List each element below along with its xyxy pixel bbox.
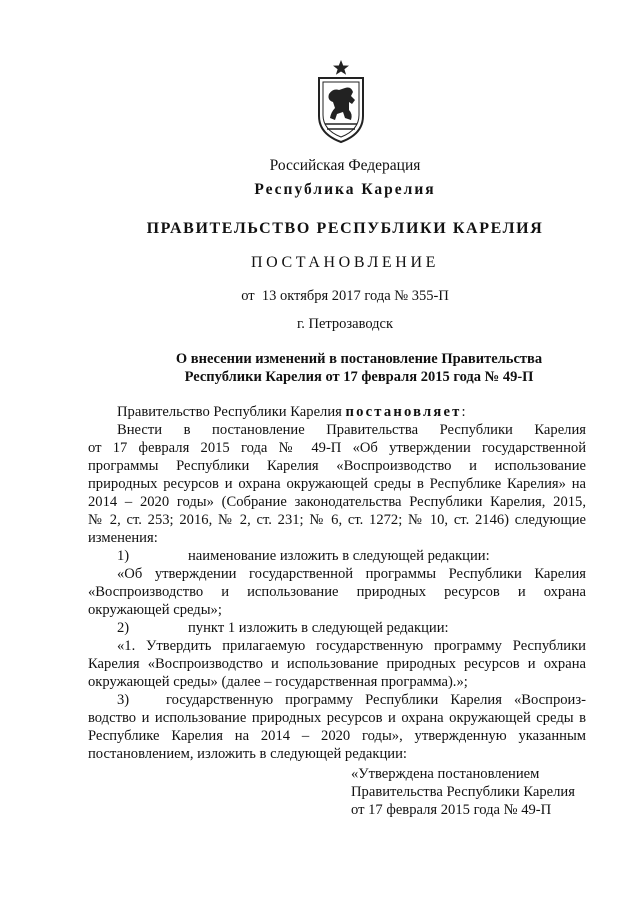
p1-line-3: программы Республики Карелия «Воспроизводство и использование (88, 458, 586, 474)
approval-line-2: Правительства Республики Карелия (351, 784, 575, 800)
subject-line-2: Республики Карелия от 17 февраля 2015 года № 49-П (184, 369, 534, 385)
intro-text: Правительство Республики Карелия (117, 404, 346, 420)
federation-line: Российская Федерация (269, 157, 421, 174)
item-1-quote-2: «Воспроизводство и использование природных ресурсов и охрана (88, 584, 586, 600)
republic-line: Республика Карелия (254, 181, 436, 198)
p1-line-5: 2014 – 2020 годы» (Собрание законодательства Республики Карелия, 2015, (88, 494, 586, 510)
item-2-text: пункт 1 изложить в следующей редакции: (188, 620, 449, 636)
subject-line-1: О внесении изменений в постановление Правительства (175, 351, 543, 367)
item-2-number: 2) (117, 620, 130, 636)
item-2-quote-1: «1. Утвердить прилагаемую государственную программу Республики (117, 638, 586, 654)
approval-line-3: от 17 февраля 2015 года № 49-П (351, 802, 552, 818)
approval-line-1: «Утверждена постановлением (351, 766, 540, 782)
intro-colon: : (461, 404, 466, 420)
city: г. Петрозаводск (296, 316, 394, 332)
decree-word: постановляет (345, 404, 462, 420)
item-3-line-2: водство и использование природных ресурсов и охрана окружающей среды в (88, 710, 586, 726)
item-3-line-3: Республике Карелия на 2014 – 2020 годы», утвержденную указанным (88, 728, 586, 744)
p1-line-6: № 2, ст. 253; 2016, № 2, ст. 231; № 6, ст. 1272; № 10, ст. 2146) следующие (88, 512, 586, 528)
item-1-quote-3: окружающей среды»; (88, 602, 222, 618)
item-1-quote-1: «Об утверждении государственной программы Республики Карелия (117, 566, 586, 582)
item-3-line-4: постановлением, изложить в следующей редакции: (88, 746, 407, 762)
item-2-quote-2: Карелия «Воспроизводство и использование природных ресурсов и охрана (88, 656, 586, 672)
intro-paragraph (117, 404, 466, 420)
star-icon (333, 60, 349, 75)
bear-icon (329, 88, 356, 121)
p1-line-2: от 17 февраля 2015 года № 49-П «Об утверждении государственной (88, 440, 586, 456)
date-number: от 13 октября 2017 года № 355-П (241, 288, 449, 304)
p1-line-1: Внести в постановление Правительства Республики Карелия (117, 422, 586, 438)
item-1-number: 1) (117, 548, 130, 564)
item-1-text: наименование изложить в следующей редакции: (188, 548, 490, 564)
p1-line-7: изменения: (88, 530, 158, 546)
coat-of-arms-emblem (315, 58, 367, 144)
item-3-number: 3) (117, 692, 130, 708)
p1-line-4: природных ресурсов и охрана окружающей среды в Республике Карелия» на (88, 476, 586, 492)
government-title: ПРАВИТЕЛЬСТВО РЕСПУБЛИКИ КАРЕЛИЯ (146, 220, 544, 237)
document-type: ПОСТАНОВЛЕНИЕ (251, 254, 439, 271)
item-3-line-1: государственную программу Республики Карелия «Воспроиз- (166, 692, 586, 708)
item-2-quote-3: окружающей среды» (далее – государственная программа).»; (88, 674, 468, 690)
